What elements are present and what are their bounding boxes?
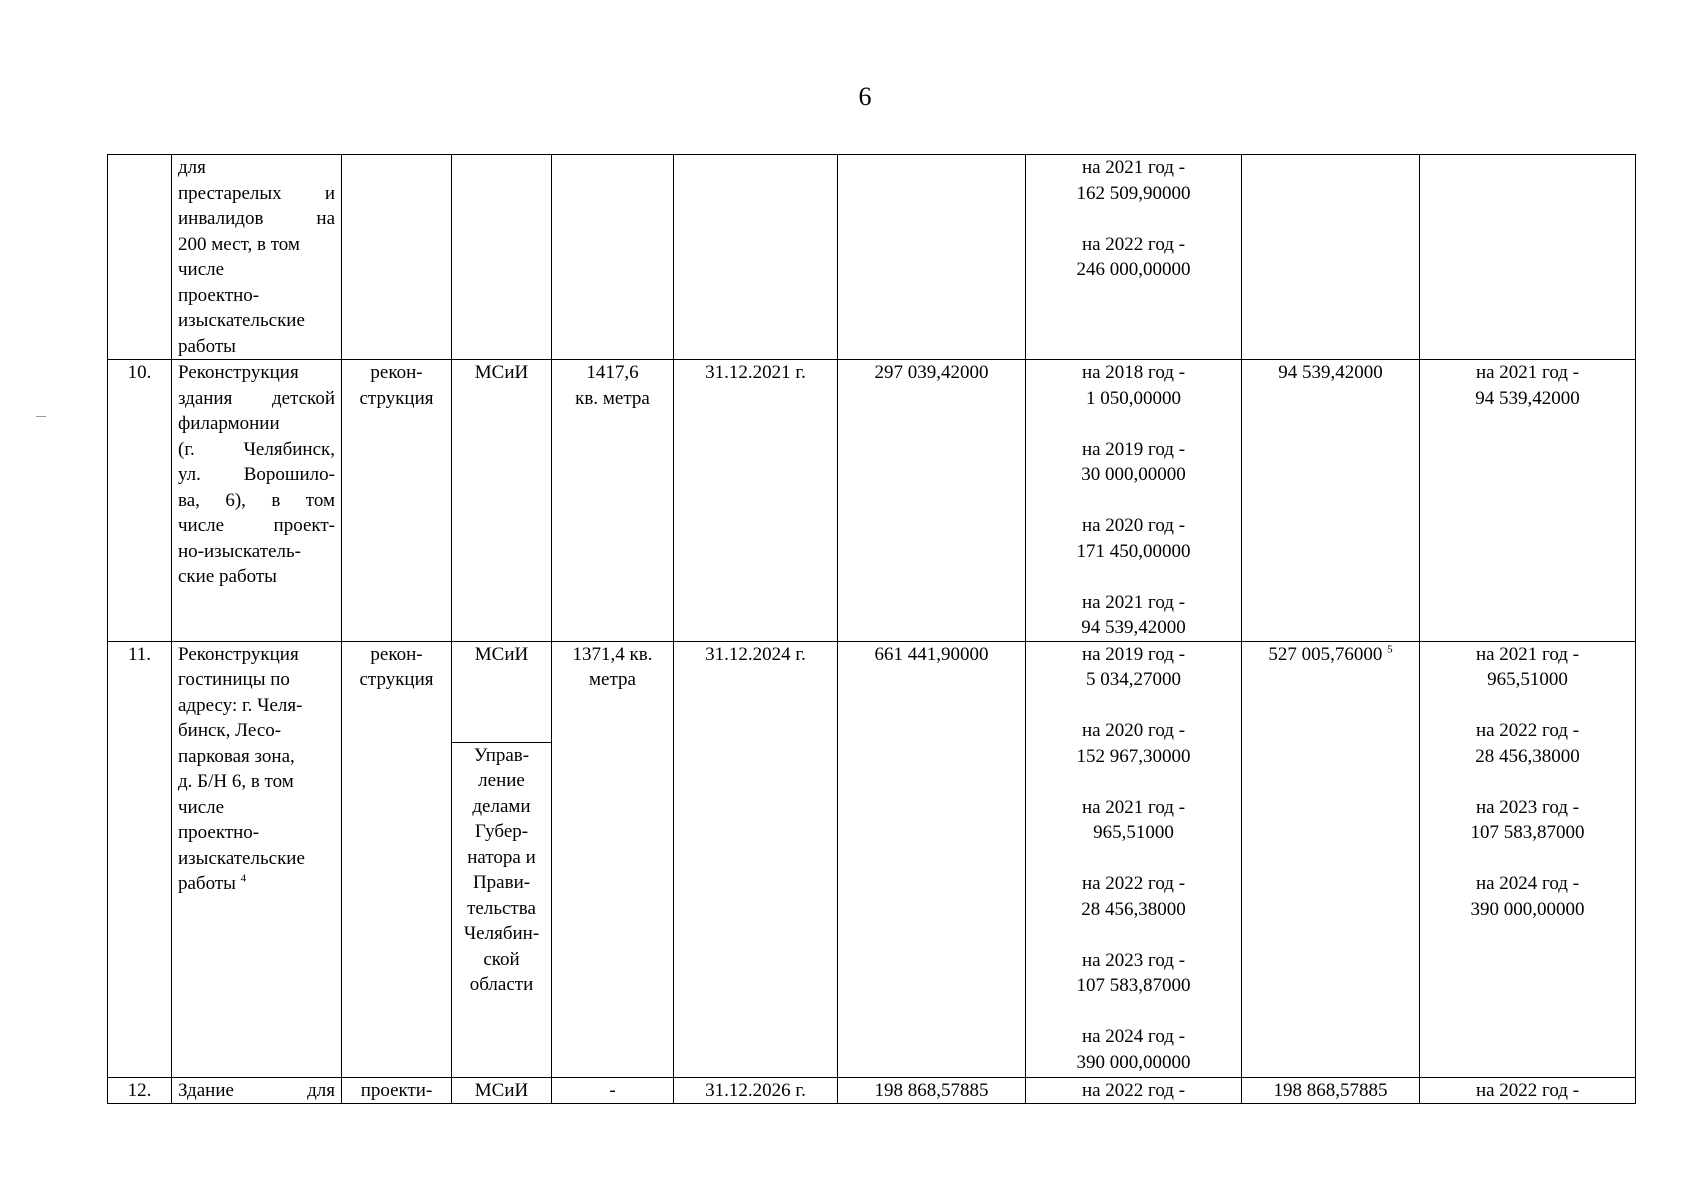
name-line: проектно- <box>178 822 260 843</box>
funding-schedule-cell: на 2022 год - <box>1026 1077 1242 1104</box>
table-row <box>108 360 1636 642</box>
customer-line: Прави- <box>472 872 531 893</box>
capacity-cell: - <box>552 1077 674 1104</box>
name-line: числе <box>178 259 225 280</box>
name-line: работы <box>178 873 236 894</box>
name-line: проектно- <box>178 284 260 306</box>
footnote-marker: 5 <box>1387 643 1393 656</box>
schedule-line: 94 539,42000 <box>1081 617 1186 638</box>
schedule-line: 162 509,90000 <box>1076 182 1191 204</box>
schedule-line: на 2020 год - <box>1081 720 1186 741</box>
page-number: 6 <box>858 82 872 111</box>
schedule-line: 107 583,87000 <box>1076 975 1191 996</box>
funding-schedule-cell <box>1026 360 1242 642</box>
remaining-schedule-cell <box>1420 641 1636 1077</box>
cost-cell: 198 868,57885 <box>838 1077 1026 1104</box>
name-line: Реконструкция <box>178 362 299 383</box>
schedule-line: на 2020 год - <box>1081 515 1186 536</box>
schedule-line: 5 034,27000 <box>1086 669 1181 690</box>
customer-cell: МСиИ <box>452 360 552 642</box>
funding-schedule-cell <box>1026 155 1242 360</box>
name-line: адресу: г. Челя- <box>178 694 303 716</box>
schedule-line: 965,51000 <box>1093 822 1174 843</box>
row-number-cell: 10. <box>108 360 172 642</box>
name-line: здания детской <box>178 387 335 409</box>
schedule-line: 965,51000 <box>1487 669 1568 690</box>
capacity-line: кв. метра <box>575 387 650 409</box>
schedule-line: 390 000,00000 <box>1470 898 1585 920</box>
name-line: ские работы <box>178 566 277 587</box>
name-line: престарелых и <box>178 182 335 204</box>
schedule-line: на 2021 год - <box>1475 643 1580 665</box>
name-line: бинск, Лесо- <box>178 720 282 741</box>
name-line: ва, 6), в том <box>178 489 335 511</box>
name-line: ул. Ворошило- <box>178 464 335 485</box>
name-line: 200 мест, в том <box>178 233 300 255</box>
capacity-line: 1371,4 кв. <box>572 643 653 665</box>
customer-line: Губер- <box>474 821 529 842</box>
schedule-line: на 2018 год - <box>1081 362 1186 383</box>
name-line: гостиницы по <box>178 669 290 690</box>
scan-margin-mark <box>36 416 46 417</box>
customer-line: ление <box>478 770 525 791</box>
customer-line: Управ- <box>473 744 530 766</box>
capacity-cell <box>552 360 674 642</box>
name-line: но-изыскатель- <box>178 540 301 562</box>
schedule-line: на 2022 год - <box>1081 233 1186 255</box>
capacity-line: метра <box>589 669 636 690</box>
schedule-line: на 2024 год - <box>1081 1026 1186 1047</box>
object-name-cell <box>172 1077 342 1104</box>
customer-name: МСиИ <box>474 643 529 665</box>
remaining-cost-cell: 198 868,57885 <box>1242 1077 1420 1104</box>
table-row <box>108 641 1636 1077</box>
deadline-cell: 31.12.2026 г. <box>674 1077 838 1104</box>
schedule-line: 28 456,38000 <box>1081 898 1186 920</box>
object-name-cell <box>172 360 342 642</box>
schedule-line: на 2021 год - <box>1081 157 1186 178</box>
schedule-line: на 2021 год - <box>1081 591 1186 613</box>
schedule-line: на 2023 год - <box>1081 949 1186 971</box>
deadline-cell <box>674 155 838 360</box>
deadline-cell: 31.12.2024 г. <box>674 641 838 1077</box>
name-line: работы <box>178 335 236 357</box>
name-line: числе проект- <box>178 515 335 536</box>
customer-line: тельства <box>467 897 536 919</box>
row-number-cell <box>108 155 172 360</box>
name-line: изыскательские <box>178 847 305 869</box>
remaining-schedule-cell <box>1420 360 1636 642</box>
table-row <box>108 1077 1636 1104</box>
cost-cell: 297 039,42000 <box>838 360 1026 642</box>
schedule-line: 171 450,00000 <box>1076 540 1191 562</box>
capacity-line: 1417,6 <box>586 362 639 383</box>
funding-schedule-cell <box>1026 641 1242 1077</box>
schedule-line: на 2023 год - <box>1475 796 1580 818</box>
construction-type-cell: проекти- <box>342 1077 452 1104</box>
type-line: струкция <box>359 387 434 409</box>
capacity-cell <box>552 155 674 360</box>
construction-type-cell <box>342 641 452 1077</box>
name-line: для <box>178 157 206 178</box>
customer-line: ской <box>483 948 520 970</box>
customer-line: делами <box>472 795 531 817</box>
cost-cell: 661 441,90000 <box>838 641 1026 1077</box>
name-line: филармонии <box>178 413 280 434</box>
name-line: инвалидов на <box>178 208 335 229</box>
remaining-cost-value: 527 005,76000 <box>1268 643 1383 665</box>
table-row <box>108 155 1636 360</box>
schedule-line: на 2024 год - <box>1475 873 1580 894</box>
schedule-line: на 2019 год - <box>1081 643 1186 665</box>
schedule-line: на 2022 год - <box>1475 720 1580 741</box>
row-number-cell: 12. <box>108 1077 172 1104</box>
name-line: д. Б/Н 6, в том <box>178 771 294 792</box>
schedule-line: 94 539,42000 <box>1475 387 1580 409</box>
customer-line: области <box>469 974 534 995</box>
customer-primary <box>452 642 551 743</box>
object-name-cell <box>172 641 342 1077</box>
remaining-schedule-cell <box>1420 155 1636 360</box>
remaining-cost-cell: 94 539,42000 <box>1242 360 1420 642</box>
name-line: числе <box>178 796 225 818</box>
schedule-line: 107 583,87000 <box>1470 822 1585 843</box>
customer-cell <box>452 155 552 360</box>
footnote-marker: 4 <box>240 872 247 885</box>
customer-secondary <box>452 743 551 998</box>
schedule-line: 246 000,00000 <box>1076 259 1191 280</box>
customer-cell: МСиИ <box>452 1077 552 1104</box>
construction-type-cell <box>342 155 452 360</box>
schedule-line: 1 050,00000 <box>1086 387 1181 409</box>
schedule-line: 28 456,38000 <box>1475 745 1580 767</box>
capacity-cell <box>552 641 674 1077</box>
schedule-line: 390 000,00000 <box>1076 1051 1191 1073</box>
name-word: Здание <box>178 1079 234 1101</box>
schedule-line: на 2021 год - <box>1475 362 1580 383</box>
type-line: рекон- <box>370 362 423 383</box>
schedule-line: на 2019 год - <box>1081 438 1186 460</box>
remaining-cost-cell <box>1242 641 1420 1077</box>
object-name-cell <box>172 155 342 360</box>
type-line: рекон- <box>370 643 423 665</box>
name-line: изыскательские <box>178 310 305 331</box>
investment-objects-table <box>107 154 1636 1104</box>
name-line: (г. Челябинск, <box>178 438 335 460</box>
schedule-line: 152 967,30000 <box>1076 745 1191 767</box>
customer-line: натора и <box>467 846 536 868</box>
type-line: струкция <box>359 669 434 690</box>
schedule-line: на 2021 год - <box>1081 796 1186 818</box>
remaining-schedule-cell: на 2022 год - <box>1420 1077 1636 1104</box>
row-number-cell: 11. <box>108 641 172 1077</box>
construction-type-cell <box>342 360 452 642</box>
customer-cell <box>452 641 552 1077</box>
deadline-cell: 31.12.2021 г. <box>674 360 838 642</box>
schedule-line: 30 000,00000 <box>1081 464 1186 485</box>
customer-line: Челябин- <box>463 923 540 944</box>
name-line: Реконструкция <box>178 643 299 665</box>
cost-cell <box>838 155 1026 360</box>
name-line: парковая зона, <box>178 745 295 767</box>
name-word: для <box>307 1079 335 1101</box>
schedule-line: на 2022 год - <box>1081 873 1186 894</box>
remaining-cost-cell <box>1242 155 1420 360</box>
